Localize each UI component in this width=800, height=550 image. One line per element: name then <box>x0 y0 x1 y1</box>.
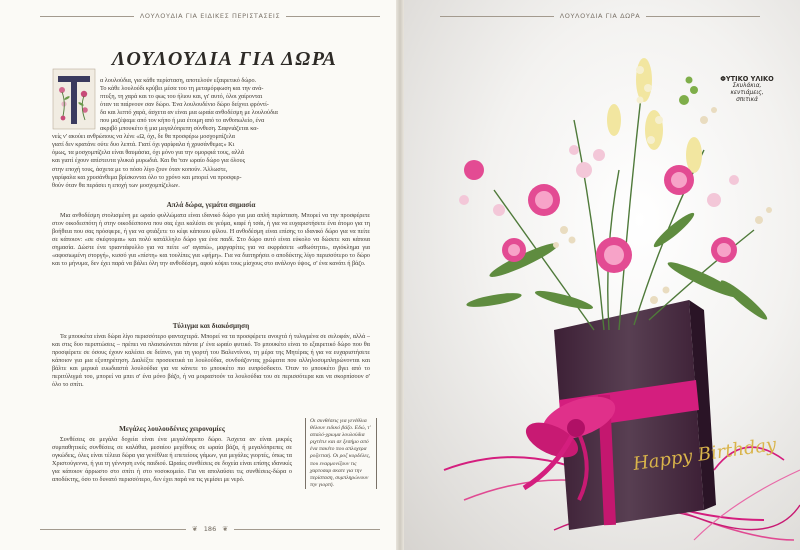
intro-line: πτυξη, τη χαρά και το φως του ήλιου και, γι' αυτό, όλοι χαίρονται <box>100 93 263 101</box>
photo-caption: Οι συνθέσεις για γενέθλια θέλουν ειδικό βάζο. Εδώ, τ' απαλό-χρωμα λουλούδια ριχτέτιε και σε ξεσήμο από ένα πακέτο που απλοχερα ροζοτταή. Οι ροζ κορδέλες, που εναρμονίζουν τις χαρτοσαρ σκατε για την περίσταση, συμπληρώνουν την γιορτή. <box>305 418 377 489</box>
section-text-simple-gifts <box>52 212 370 268</box>
plant-label-title: ΦΥΤΙΚΟ ΥΛΙΚΟ <box>720 75 774 83</box>
page-footer <box>40 522 380 536</box>
section-heading-simple-gifts: Απλά δώρα, γεμάτα σημασία <box>166 201 256 209</box>
intro-line: δα και λεπτό χαρά, άσχετα αν είναι μια ωραία ανθοδέσμη με λουλούδια <box>100 109 278 117</box>
page-number: 186 <box>203 525 217 533</box>
intro-line: που μαζέψαμε από τον κήπο ή μια έτοιμη από το ανθοπωλείο, ένα <box>100 117 265 125</box>
section-paragraph: Μια ανθοδέσμη στολισμένη με ωραίο φυλλώματα είναι ιδανικό δώρο για μια απλή περίσταση. Μπορεί να την προσφέρετε στον οικοδεσπότη ή στην οικοδέσποινα που σας έχει καλέσει σε γεύμα, καφέ ή τσάι, ή για να ευχαριστήσετε ένα άτομο για τη βοήθεια που σας πρόσφερε, ή για να φτιάξετε το κέφι κάποιου φίλου. Η ανθοδέσμη είναι επίσης το ιδανικό δώρο για να πείτε σε κάποιον: «σε σκέφτομαι» και πολύ κατάλληλο δώρο για ένα παιδί. Στο δώρο αυτό είναι εύκολο να δώσετε και κάποια σημασία. Δώστε ένα τριαντάφυλλο για να πείτε «σ' αγαπώ», μαργαρίτες για να εκφράσετε «αθωότητα», αγιόκλημα για «αφοσιωμένη στοργή», κισσό για «πίστη» και τουλίπες για «φήμη». Για να διατηρήσει ο αποδέκτης λίγο περισσότερο το δώρο και το μήνυμα, δεν έχει παρά να βάλει όλη την ανθοδέσμη, αφού κόψει τους μίσχους στο ανάλογο ύψος, σ' ένα κανάτι ή βάζο. <box>52 212 370 268</box>
section-text-wrapping <box>52 333 370 389</box>
intro-line: Το κάθε λουλούδι κρύβει μέσα του τη μεταμόρφωση και την ανά- <box>100 85 264 93</box>
footer-rule-left <box>40 529 186 530</box>
intro-line: ακριβό μπουκέτο ή μια μεγαλόπρεπη σύνθεση. Σαφνιάζεται κα- <box>100 125 259 133</box>
intro-paragraph <box>52 77 370 190</box>
section-heading-wrapping: Τύλιγμα και διακόσμηση <box>172 322 250 330</box>
plant-label-line: σπιτικά <box>736 97 758 104</box>
ornament-icon: ❦ <box>191 525 198 533</box>
intro-line: γιατί δεν κρατάνε ούτε δυο λεπτά. Γιατί όχι γαρίφαλα ή χρυσάνθεμα;» Κι <box>52 141 235 149</box>
box-lettering: Happy Birthday <box>631 434 778 475</box>
intro-line: στην εποχή τους, άσχετα με το πόσο λίγο ζουν όταν κοπούν. Άλλωστε, <box>52 165 228 173</box>
intro-line: και γιατί έχουν απίστευτα γλυκιά μυρωδιά. Και θα 'ταν ωραίο δώρο για όλους <box>52 157 246 165</box>
running-head-rule-right <box>286 16 380 17</box>
section-text-grand-gestures <box>52 436 292 484</box>
section-paragraph: Συνθέσεις σε μεγάλα δοχεία είναι ένα μεγαλόπρεπο δώρο. Άσχετα αν είναι μικρές συμπαθητικές συνθέσεις σε καλάθια, μεσαίου μεγέθους σε ωραία βάζα, ή μεγαλόπρεπες σε ογκώδεις, όλες είναι τέλεια δώρα για γενέθλια ή επετείους γάμων, για μεγάλες γιορτές, όπως τα Χριστούγεννα, ή για τη γέννηση ενός παιδιού. Ωραίες συνθέσεις σε δοχεία είναι επίσης ιδανικές για κάποιον άρρωστο στο σπίτι ή στο νοσοκομείο. Για να απολαύσει τις συνθέσεις-δώρα ο αποδέκτης, όσο το δυνατό περισσότερο, δεν έχει παρά να τις γεμίσει με νερό. <box>52 436 292 484</box>
left-running-head <box>40 9 380 23</box>
intro-line: θούν όταν θα περάσει η εποχή των μοσχομπίζελων. <box>52 181 180 189</box>
right-running-head <box>440 9 760 23</box>
running-head-rule-right <box>646 16 760 17</box>
footer-rule-right <box>234 529 380 530</box>
page-title: ΛΟΥΛΟΥΔΙΑ ΓΙΑ ΔΩΡΑ <box>112 48 338 70</box>
intro-line: γαρίφαλα και χρυσάνθεμα βρίσκονται όλο το χρόνο και μπορεί να προσφερ- <box>52 173 242 181</box>
section-paragraph: Τα μπουκέτα είναι δώρα λίγο περισσότερο φανταχτερά. Μπορεί να τα προσφέρετε ανοιχτά ή τυλιγμένα σε σελοφάν, αλλά – και στις δυο περιπτώσεις – πρέπει να πλαισιώνεται πάντα μ' ένα ωραίο φυτικό. Το μπουκέτο είναι το εξαιρετικό δώρο που θα προσφέρετε σε όσους έχουν καλέσει σε δείπνο, για τη γιορτή του Βαλεντίνου, τη μέρα της Μητέρας ή για να ευχαριστήσετε κάποιον για μια εξυπηρέτηση. Διαλέξτε προσεκτικά τα λουλούδια, συνδυάζοντας χρώματα που αλληλοσυμπληρώνονται και βάλτε και μερικά ευωδιαστά λουλούδια για να κάνετε το μπουκέτο πιο ευπρόσδεκτο. Όταν το μπουκέτο βγει από το περιτύλιγμά του, μπορεί να μπει σ' ένα μόνο βάζο, ή να μοιραστούν τα λουλούδια του σε περισσότερα και να σκορπίσουν σ' όλο το σπίτι. <box>52 333 370 389</box>
running-head-text: ΛΟΥΛΟΥΔΙΑ ΓΙΑ ΔΩΡΑ <box>559 12 641 20</box>
running-head-rule-left <box>40 16 134 17</box>
book-gutter <box>396 0 404 550</box>
running-head-text: ΛΟΥΛΟΥΔΙΑ ΓΙΑ ΕΙΔΙΚΕΣ ΠΕΡΙΣΤΑΣΕΙΣ <box>139 12 281 20</box>
intro-line: όταν τα παίρνουν σαν δώρο. Ένα λουλουδένιο δώρο δείχνει φρόντί- <box>100 101 269 109</box>
running-head-rule-left <box>440 16 554 17</box>
ornament-icon: ❦ <box>222 525 229 533</box>
intro-line: νείς ν' ακούει ανθρώπους να λένε «Ω, όχι, δε θα προσφέρω μοσχομπίζελα <box>52 133 235 141</box>
intro-line: όμως, τα μοσχομπίζελα είναι θαυμάσια, όχι μόνο για την ομορφιά τους, αλλά <box>52 149 244 157</box>
plant-material-label <box>704 75 790 105</box>
section-heading-grand-gestures: Μεγάλες λουλουδένιες χειρονομίες <box>119 425 225 433</box>
plant-label-line: Σκυλάκια, <box>732 83 762 89</box>
intro-line: α λουλούδια, για κάθε περίσταση, αποτελούν εξαιρετικό δώρο. <box>100 77 257 84</box>
plant-label-line: κεντιάμεις, <box>730 90 764 97</box>
